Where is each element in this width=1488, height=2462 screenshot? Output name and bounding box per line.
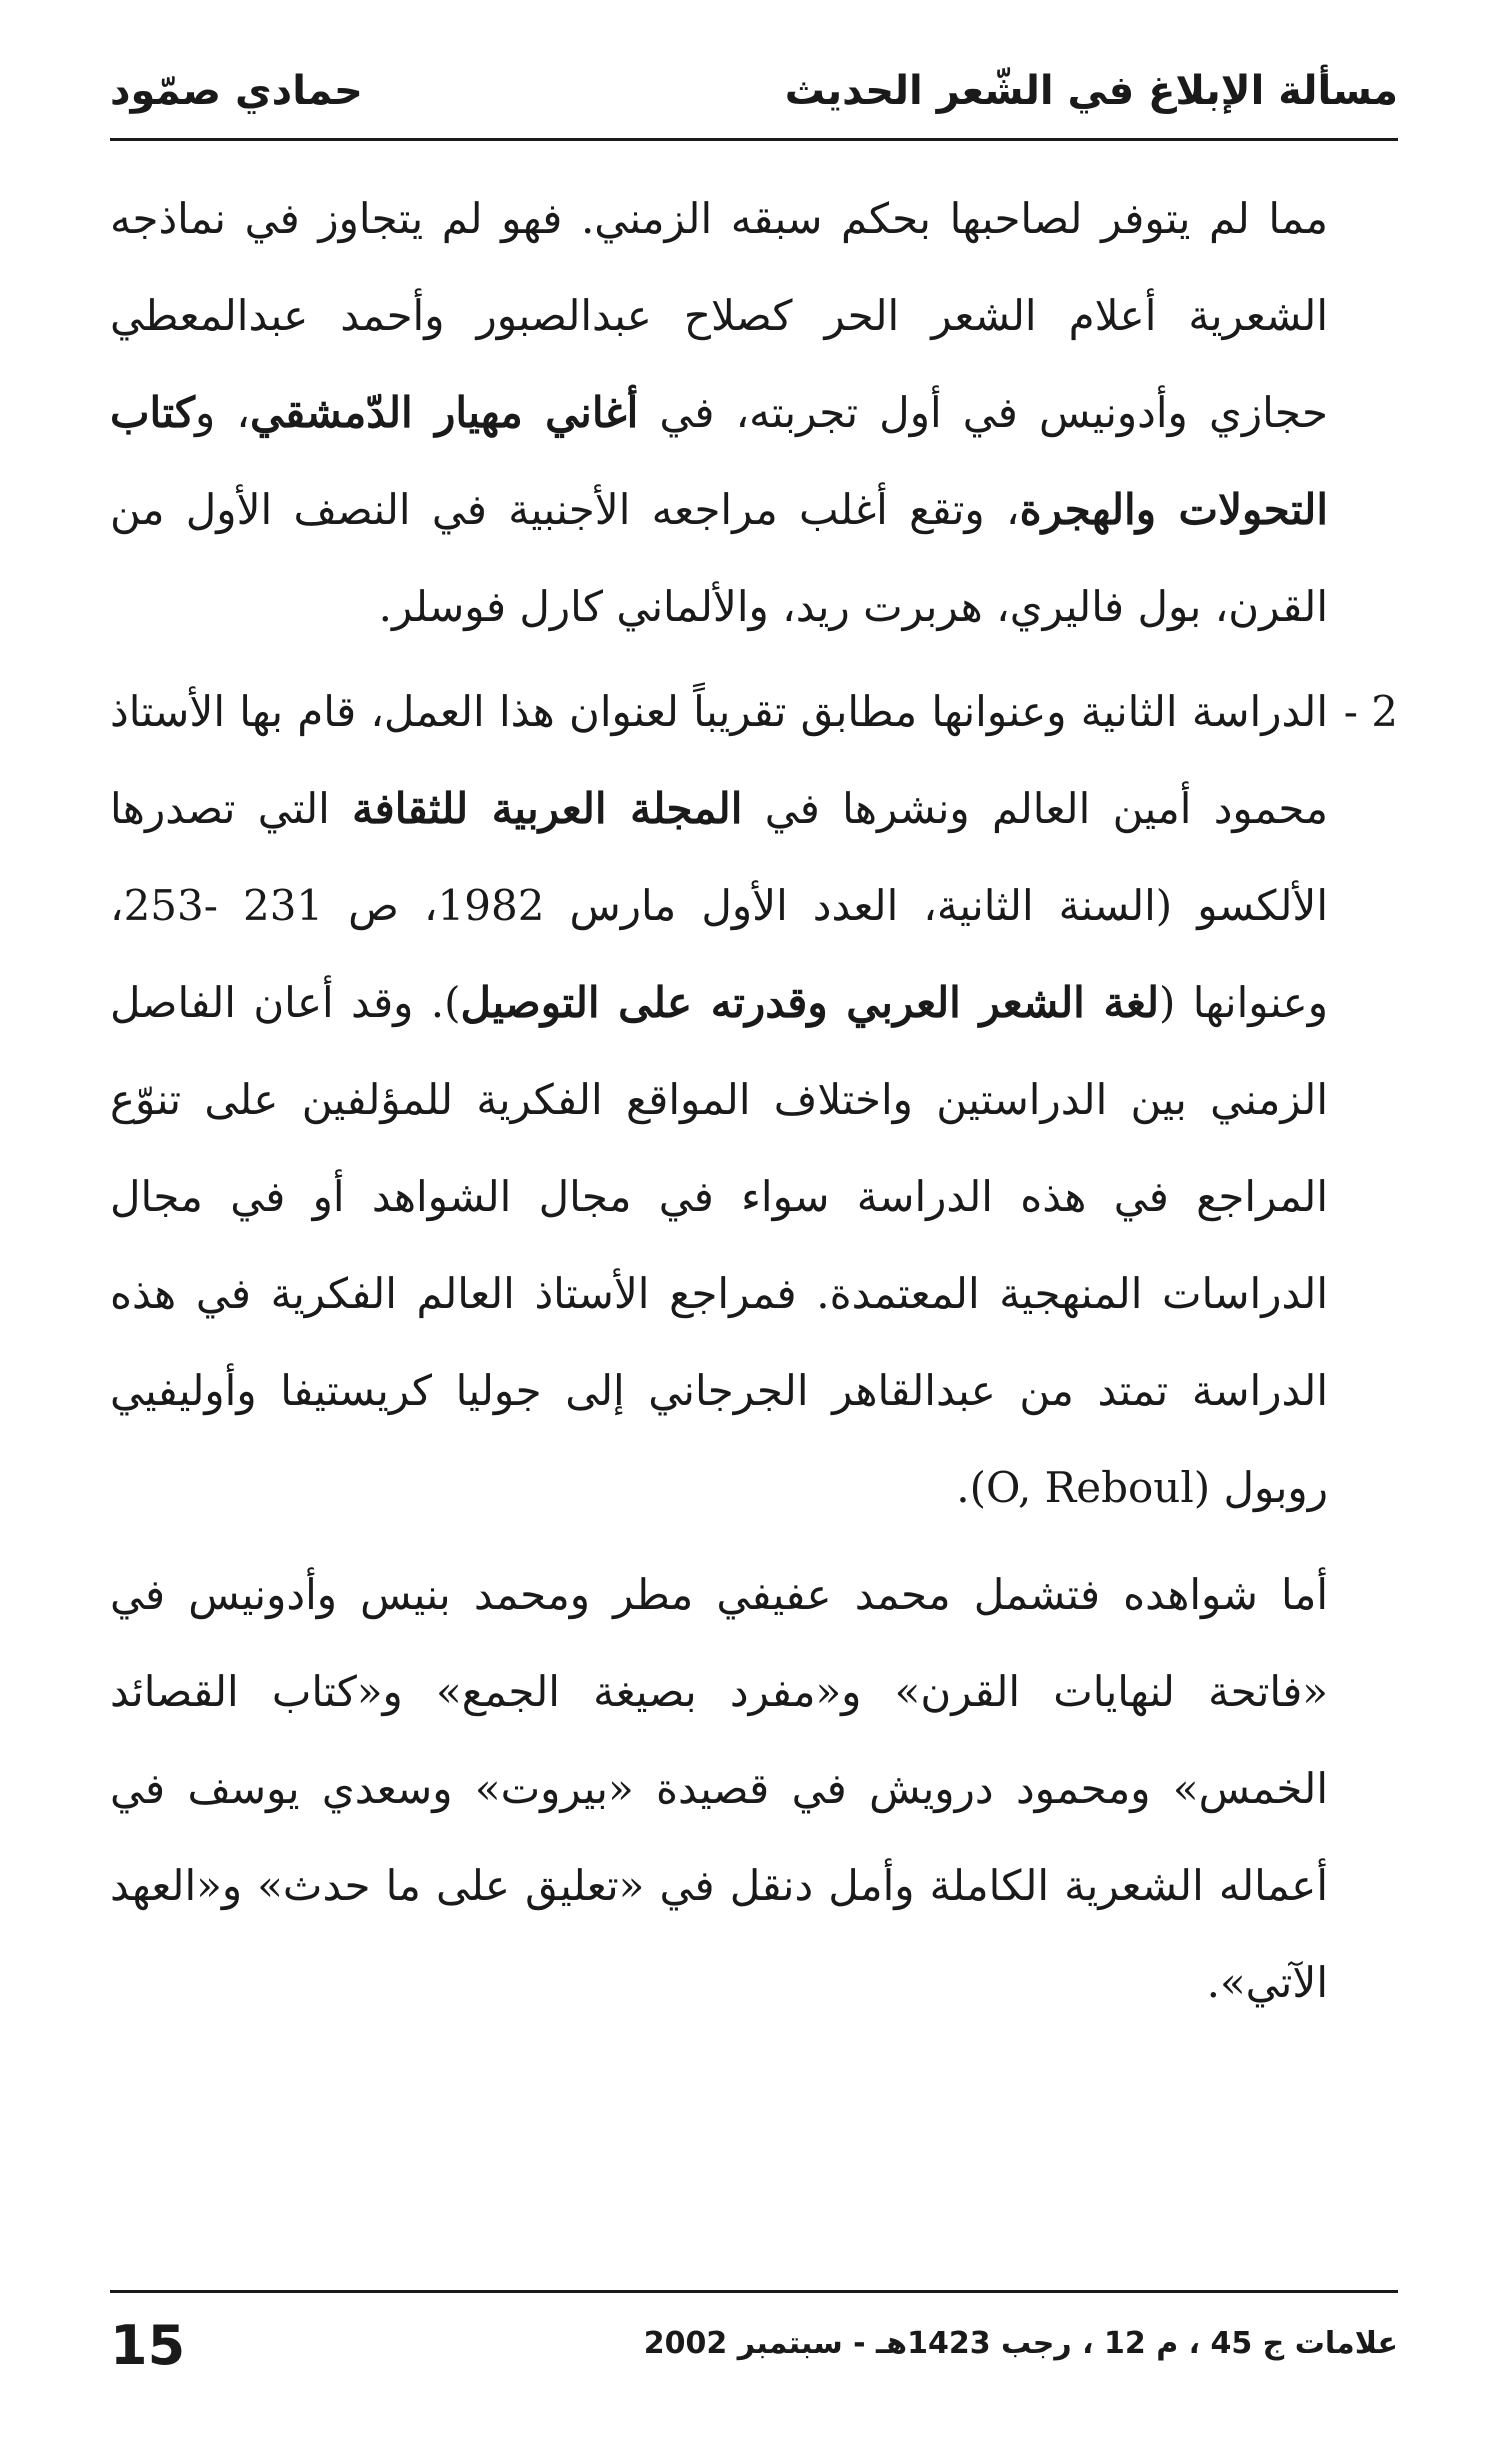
paragraph-text: الدراسة الثانية وعنوانها مطابق تقريباً لعنوان هذا العمل، قام بها الأستاذ محمود أمين العالم ونشرها في <box>110 687 1328 833</box>
paragraph-text: مما لم يتوفر لصاحبها بحكم سبقه الزمني. فهو لم يتجاوز في نماذجه الشعرية أعلام الشعر الحر كصلاح عبدالصبور وأحمد عبدالمعطي حجازي وأدونيس في أول تجربته، في <box>110 194 1328 437</box>
paragraph-text: ). <box>956 1463 986 1512</box>
page-footer <box>110 2310 1398 2400</box>
journal-citation: علامات ج 45 ، م 12 ، رجب 1423هـ - سبتمبر 2002 <box>643 2326 1398 2361</box>
book-title-mihyar: أغاني مهيار الدّمشقي <box>250 388 639 437</box>
paragraph-continuation <box>110 170 1398 655</box>
paragraph-text: ، و <box>195 388 250 437</box>
paragraph-text: ، وتقع أغلب مراجعه الأجنبية في النصف الأول من القرن، بول فاليري، هربرت ريد، والألماني كارل فوسلر. <box>110 485 1328 631</box>
journal-title: المجلة العربية للثقافة <box>352 784 743 833</box>
latin-name: O, Reboul <box>985 1463 1194 1512</box>
paragraph-text: التي تصدرها الألكسو (السنة الثانية، العدد الأول مارس 1982، ص 231 -253، وعنوانها ( <box>110 784 1328 1027</box>
header-title: مسألة الإبلاغ في الشّعر الحديث <box>784 68 1398 114</box>
book-title-tahawwulat: كتاب التحولات والهجرة <box>110 388 1328 534</box>
study-title: لغة الشعر العربي وقدرته على التوصيل <box>460 978 1160 1027</box>
running-header <box>110 60 1398 140</box>
page-number: 15 <box>110 2314 186 2377</box>
paragraph-witnesses: أما شواهده فتشمل محمد عفيفي مطر ومحمد بنيس وأدونيس في «فاتحة لنهايات القرن» و«مفرد بصيغة الجمع» و«كتاب القصائد الخمس» ومحمود درويش في قصيدة «بيروت» وسعدي يوسف في أعماله الشعرية الكاملة وأمل دنقل في «تعليق على ما حدث» و«العهد الآتي». <box>110 1570 1328 2007</box>
footer-divider <box>110 2290 1398 2293</box>
header-author: حمادي صمّود <box>110 68 363 114</box>
item-number: 2 - <box>1343 687 1398 736</box>
body-text <box>110 170 1398 2031</box>
numbered-item-2 <box>110 663 1398 1536</box>
header-divider <box>110 138 1398 141</box>
paragraph-text: ). وقد أعان الفاصل الزمني بين الدراستين واختلاف المواقع الفكرية للمؤلفين على تنوّع المراجع في هذه الدراسة سواء في مجال الشواهد أو في مجال الدراسات المنهجية المعتمدة. فمراجع الأستاذ العالم الفكرية في هذه الدراسة تمتد من عبدالقاهر الجرجاني إلى جوليا كريستيفا وأوليفيي روبول ( <box>110 978 1328 1512</box>
